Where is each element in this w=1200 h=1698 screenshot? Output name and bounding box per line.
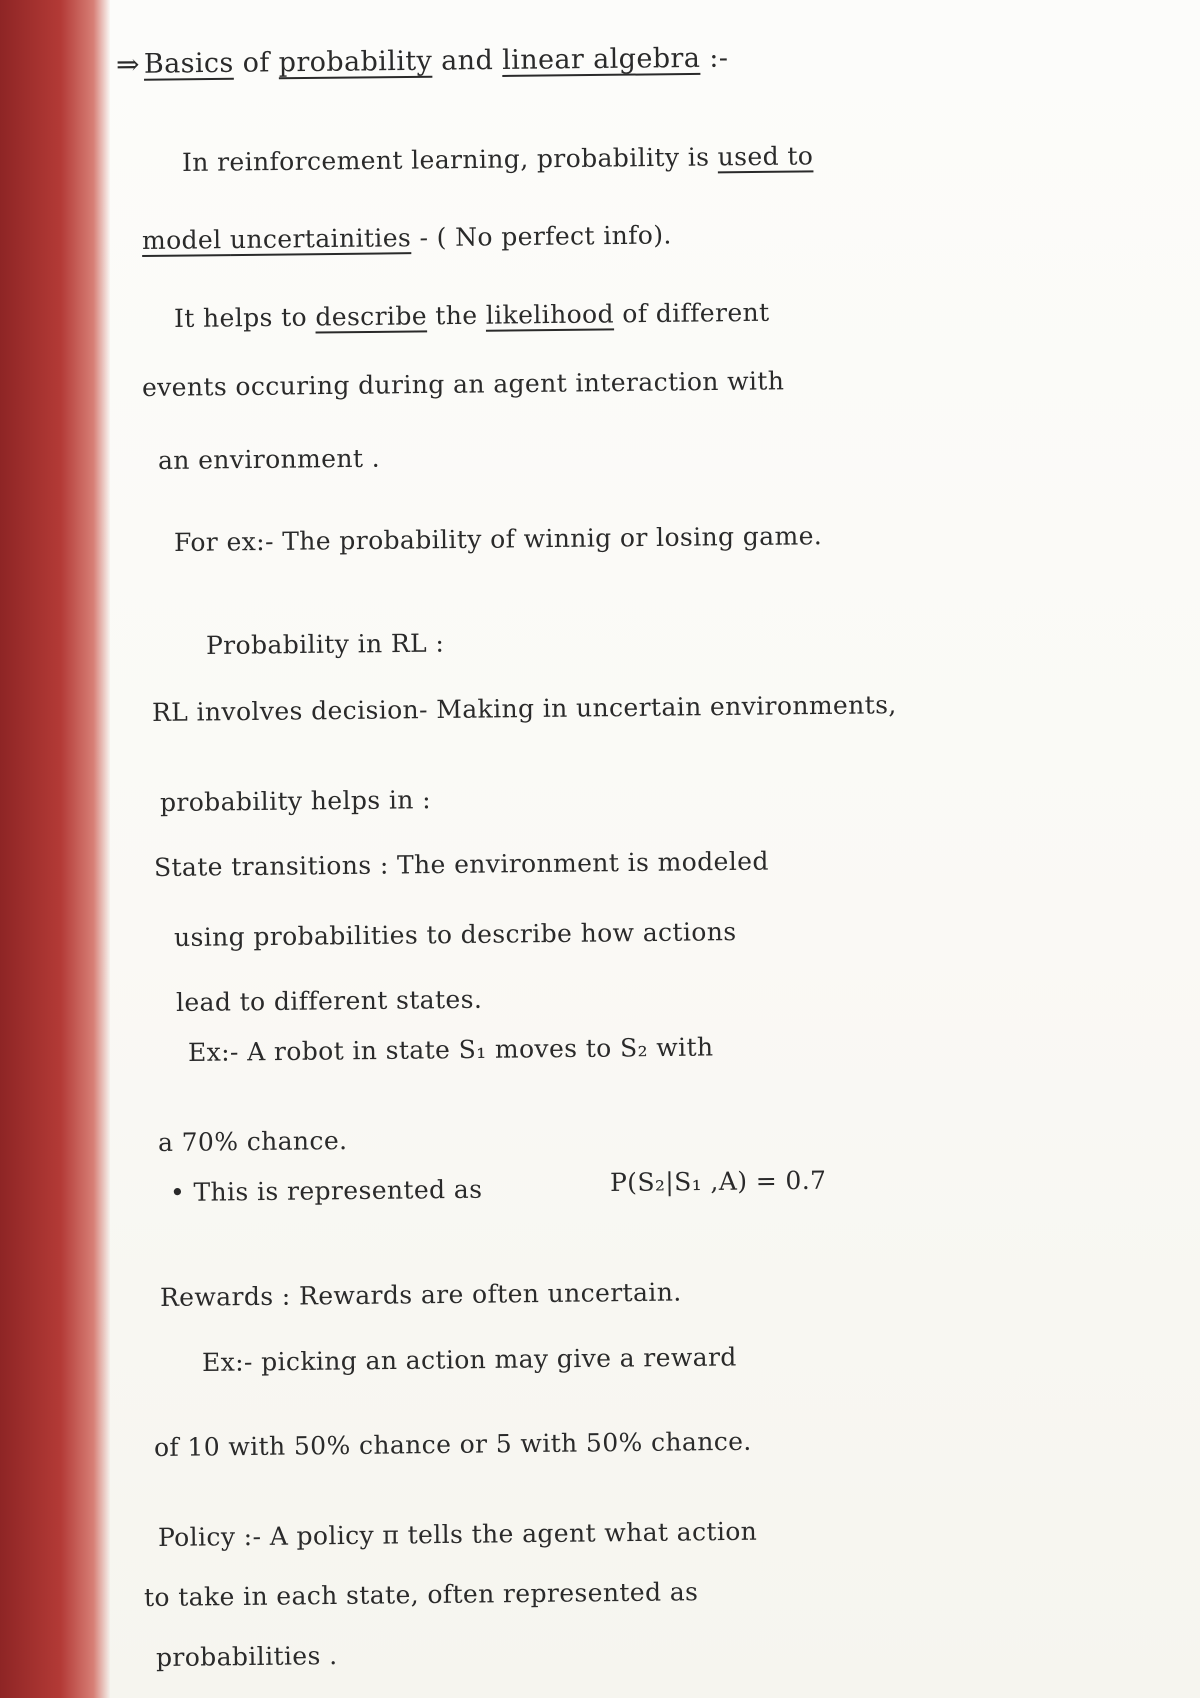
heading-text: and — [432, 44, 503, 77]
intro-text: It helps to — [173, 302, 316, 333]
section-title: Probability in RL : — [205, 628, 445, 660]
rewards-example-2: of 10 with 50% chance or 5 with 50% chance. — [153, 1426, 752, 1462]
state-transitions-line-3: lead to different states. — [175, 984, 483, 1017]
rewards-example-1: Ex:- picking an action may give a reward — [201, 1342, 737, 1377]
intro-underlined-model: model — [141, 225, 231, 255]
heading-text: of — [233, 47, 279, 79]
transition-formula: P(S₂|S₁ ,A) = 0.7 — [609, 1165, 827, 1197]
intro-line-5: an environment . — [157, 443, 381, 475]
section-line-1: RL involves decision- Making in uncertain environments, — [151, 690, 897, 727]
heading-word-probability: probability — [278, 45, 433, 79]
intro-underlined-used-to: used to — [717, 141, 814, 172]
intro-text: In reinforcement learning, probability is — [181, 142, 718, 177]
policy-line-1: Policy :- A policy π tells the agent what action — [157, 1516, 758, 1552]
intro-text: the — [426, 300, 486, 331]
represented-as-label: • This is represented as — [169, 1174, 483, 1207]
intro-line-1 — [182, 143, 814, 175]
policy-line-2: to take in each state, often represented as — [143, 1577, 699, 1612]
intro-underlined-likelihood: likelihood — [485, 299, 615, 330]
heading-word-basics: Basics — [143, 47, 234, 80]
rewards-line-1: Rewards : Rewards are often uncertain. — [159, 1277, 682, 1312]
state-transitions-example-2: a 70% chance. — [157, 1126, 348, 1157]
paper-sheet — [110, 0, 1200, 1698]
notebook-binding-strip — [0, 0, 110, 1698]
heading-text: :- — [700, 42, 729, 74]
intro-text: of different — [613, 297, 770, 329]
state-transitions-line-1: State transitions : The environment is modeled — [153, 846, 769, 882]
intro-text: - ( No perfect info). — [411, 220, 672, 253]
intro-line-3 — [173, 297, 770, 333]
intro-line-2 — [142, 222, 672, 253]
intro-example: For ex:- The probability of winnig or losing game. — [173, 521, 823, 557]
page-heading — [115, 42, 729, 81]
state-transitions-line-2: using probabilities to describe how actions — [173, 917, 737, 952]
intro-underlined-uncertainities: uncertainities — [229, 223, 412, 255]
state-transitions-example-1: Ex:- A robot in state S₁ moves to S₂ with — [187, 1032, 714, 1067]
intro-line-4: events occuring during an agent interaction with — [141, 366, 785, 402]
heading-word-linear-algebra: linear algebra — [501, 42, 701, 76]
policy-line-3: probabilities . — [155, 1641, 338, 1672]
section-line-2: probability helps in : — [159, 785, 432, 817]
double-arrow-icon: ⇒ — [115, 47, 141, 81]
intro-underlined-describe: describe — [315, 301, 428, 332]
